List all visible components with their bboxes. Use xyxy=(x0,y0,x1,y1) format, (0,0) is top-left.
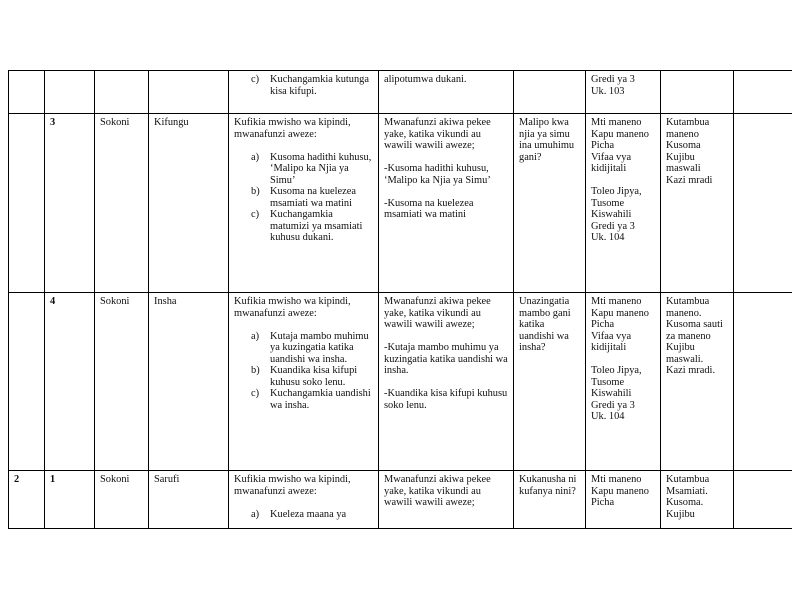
resource-text: Kapu maneno xyxy=(591,485,649,497)
lesson-cell xyxy=(45,71,95,114)
resource-text: Toleo Jipya, Tusome Kiswahili Gredi ya 3 xyxy=(591,365,642,411)
substrand-cell: Sarufi xyxy=(149,471,229,529)
scheme-of-work-table xyxy=(8,70,792,529)
resource-text: Mti maneno xyxy=(591,117,642,128)
assessment-cell xyxy=(661,71,734,114)
resource-text: Picha xyxy=(591,319,615,330)
question-cell: Kukanusha ni kufanya nini? xyxy=(514,471,586,529)
week-cell xyxy=(9,293,45,471)
question-cell: Malipo kwa njia ya simu ina umuhimu gani? xyxy=(514,114,586,293)
assessment-text: Kutambua maneno xyxy=(666,117,710,140)
resource-text: Vifaa vya kidijitali xyxy=(591,330,632,353)
activities-cell xyxy=(379,471,514,529)
strand-cell: Sokoni xyxy=(95,114,149,293)
outcomes-cell xyxy=(229,71,379,114)
outcome-text: Kuchangamkia kutunga kisa kifupi. xyxy=(270,74,369,97)
assessment-text: Kutambua maneno. xyxy=(666,296,710,319)
assessment-cell xyxy=(661,114,734,293)
assessment-cell xyxy=(661,471,734,529)
substrand-cell: Insha xyxy=(149,293,229,471)
list-marker: c) xyxy=(251,388,260,399)
outcome-text: Kusoma hadithi kuhusu, ‘Malipo ka Njia ya Simu’ xyxy=(270,151,372,186)
assessment-text: Kujibu maswali. xyxy=(666,342,704,365)
activity-text: -Kutaja mambo muhimu ya kuzingatia katika uandishi wa insha. xyxy=(384,342,508,376)
resource-text: Vifaa vya kidijitali xyxy=(591,151,632,174)
strand-cell: Sokoni xyxy=(95,293,149,471)
outcome-item xyxy=(234,331,373,366)
outcome-item xyxy=(234,152,373,187)
resources-cell xyxy=(586,114,661,293)
outcomes-cell xyxy=(229,471,379,529)
activity-text: alipotumwa dukani. xyxy=(384,74,467,85)
activities-cell xyxy=(379,71,514,114)
outcomes-cell xyxy=(229,114,379,293)
assessment-text: Kusoma. xyxy=(666,497,704,508)
assessment-text: Kazi mradi. xyxy=(666,365,716,376)
activity-text: -Kusoma hadithi kuhusu, ‘Malipo ka Njia ya Simu’ xyxy=(384,163,491,186)
activities-cell xyxy=(379,114,514,293)
resource-text: Uk. 104 xyxy=(591,232,625,243)
substrand-cell xyxy=(149,71,229,114)
remarks-cell xyxy=(734,293,792,471)
outcome-item xyxy=(234,186,373,209)
outcomes-intro: Kufikia mwisho wa kipindi, mwanafunzi aweze: xyxy=(234,117,351,140)
question-cell xyxy=(514,71,586,114)
list-marker: a) xyxy=(251,330,260,342)
outcome-text: Kuchangamkia uandishi wa insha. xyxy=(270,388,371,411)
assessment-text: Kutambua Msamiati. xyxy=(666,474,710,497)
list-marker: a) xyxy=(251,151,260,163)
resources-cell xyxy=(586,293,661,471)
activity-text: Mwanafunzi akiwa pekee yake, katika vikundi au wawili wawili aweze; xyxy=(384,117,491,151)
table-row xyxy=(9,71,792,114)
resource-text: Kapu maneno xyxy=(591,307,649,319)
outcome-item xyxy=(234,509,373,521)
outcome-item xyxy=(234,74,373,97)
list-marker: c) xyxy=(251,74,260,85)
resource-text: Uk. 103 xyxy=(591,85,625,97)
assessment-text: Kazi mradi xyxy=(666,174,713,186)
resource-text: Picha xyxy=(591,497,615,508)
strand-cell xyxy=(95,71,149,114)
resource-text: Gredi ya 3 xyxy=(591,74,635,85)
outcome-item xyxy=(234,209,373,244)
activity-text: -Kuandika kisa kifupi kuhusu soko lenu. xyxy=(384,388,508,411)
substrand-cell: Kifungu xyxy=(149,114,229,293)
assessment-cell xyxy=(661,293,734,471)
assessment-text: Kujibu xyxy=(666,508,695,520)
question-cell: Unazingatia mambo gani katika uandishi wa insha? xyxy=(514,293,586,471)
table-row xyxy=(9,114,792,293)
outcome-item xyxy=(234,365,373,388)
remarks-cell xyxy=(734,114,792,293)
resource-text: Mti maneno xyxy=(591,296,642,307)
lesson-cell: 4 xyxy=(45,293,95,471)
lesson-cell: 3 xyxy=(45,114,95,293)
activity-text: -Kusoma na kuelezea msamiati wa matini xyxy=(384,197,474,220)
activity-text: Mwanafunzi akiwa pekee yake, katika vikundi au wawili wawili aweze; xyxy=(384,296,491,330)
table-row xyxy=(9,293,792,471)
list-marker: b) xyxy=(251,365,260,376)
resource-text: Uk. 104 xyxy=(591,411,625,422)
remarks-cell xyxy=(734,471,792,529)
assessment-text: Kusoma xyxy=(666,140,701,151)
outcome-item xyxy=(234,388,373,411)
week-cell: 2 xyxy=(9,471,45,529)
week-cell xyxy=(9,114,45,293)
outcome-text: Kueleza maana ya xyxy=(270,508,347,520)
assessment-text: Kusoma sauti za maneno xyxy=(666,319,723,342)
resource-text: Mti maneno xyxy=(591,474,642,485)
resources-cell xyxy=(586,71,661,114)
list-marker: b) xyxy=(251,186,260,197)
outcomes-intro: Kufikia mwisho wa kipindi, mwanafunzi aweze: xyxy=(234,474,351,497)
outcomes-intro: Kufikia mwisho wa kipindi, mwanafunzi aweze: xyxy=(234,296,351,319)
resource-text: Kapu maneno xyxy=(591,128,649,140)
remarks-cell xyxy=(734,71,792,114)
resource-text: Toleo Jipya, Tusome Kiswahili Gredi ya 3 xyxy=(591,186,642,232)
strand-cell: Sokoni xyxy=(95,471,149,529)
activity-text: Mwanafunzi akiwa pekee yake, katika vikundi au wawili wawili aweze; xyxy=(384,474,491,508)
assessment-text: Kujibu maswali xyxy=(666,151,701,174)
outcomes-cell xyxy=(229,293,379,471)
outcome-text: Kuchangamkia matumizi ya msamiati kuhusu dukani. xyxy=(270,209,363,243)
table-row xyxy=(9,471,792,529)
list-marker: c) xyxy=(251,209,260,220)
outcome-text: Kuandika kisa kifupi kuhusu soko lenu. xyxy=(270,365,358,388)
outcome-text: Kusoma na kuelezea msamiati wa matini xyxy=(270,186,356,209)
week-cell xyxy=(9,71,45,114)
resource-text: Picha xyxy=(591,140,615,151)
activities-cell xyxy=(379,293,514,471)
outcome-text: Kutaja mambo muhimu ya kuzingatia katika uandishi wa insha. xyxy=(270,330,369,365)
lesson-cell: 1 xyxy=(45,471,95,529)
resources-cell xyxy=(586,471,661,529)
list-marker: a) xyxy=(251,508,260,520)
